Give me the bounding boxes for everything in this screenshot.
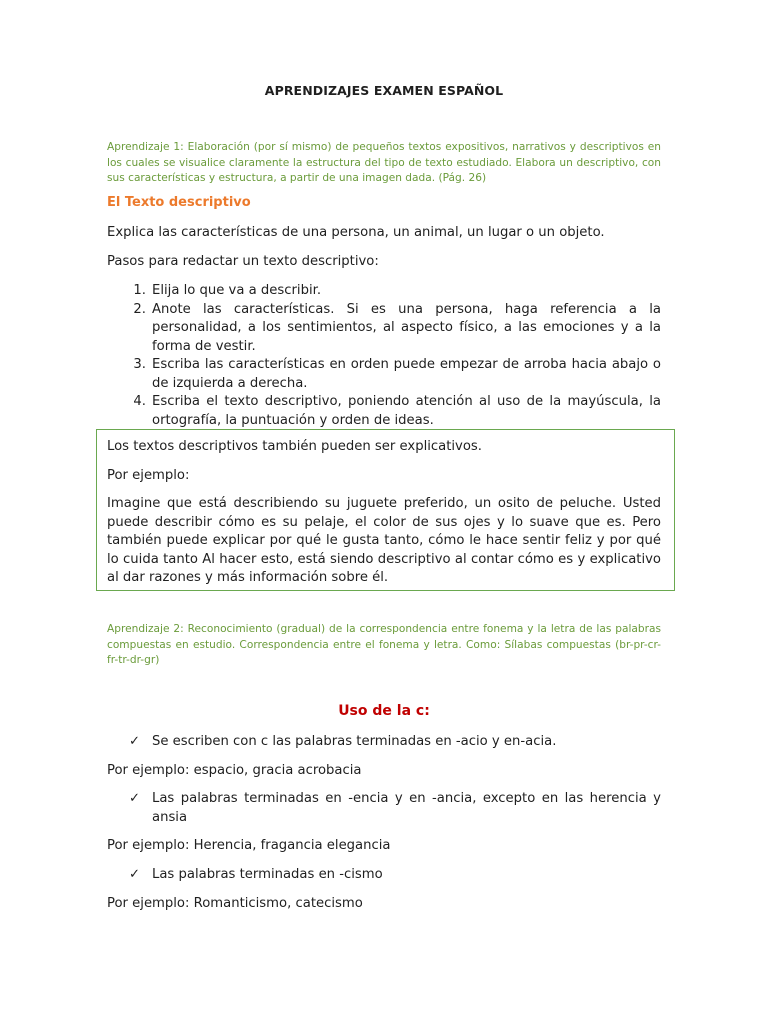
step-text: Escriba el texto descriptivo, poniendo atención al uso de la mayúscula, la ortografía, la puntuación y orden de ideas. [152, 394, 661, 428]
rule-example: Por ejemplo: espacio, gracia acrobacia [107, 763, 362, 778]
step-text: Escriba las características en orden puede empezar de arroba hacia abajo o de izquierda a derecha. [152, 357, 661, 391]
rule-example: Por ejemplo: Herencia, fragancia elegancia [107, 838, 391, 853]
rule-example: Por ejemplo: Romanticismo, catecismo [107, 896, 363, 911]
rule-text: Las palabras terminadas en -encia y en -ancia, excepto en las herencia y ansia [152, 791, 661, 825]
list-item [107, 301, 661, 357]
list-item [129, 790, 661, 827]
list-item [107, 356, 661, 393]
section-heading-use-of-c: Uso de la c: [338, 703, 430, 719]
document-title: APRENDIZAJES EXAMEN ESPAÑOL [264, 83, 504, 98]
step-number: 2. [133, 301, 146, 317]
step-text: Anote las características. Si es una persona, haga referencia a la personalidad, a los sentimientos, al aspecto físico, a las emociones y a la forma de vestir. [152, 301, 661, 354]
box-example-label: Por ejemplo: [107, 468, 190, 483]
rule-text: Las palabras terminadas en -cismo [152, 867, 383, 882]
explanatory-text-box [96, 429, 675, 591]
step-number: 1. [133, 283, 146, 298]
steps-list [107, 282, 661, 430]
step-number: 3. [133, 357, 146, 372]
checkmark-icon: ✓ [129, 734, 141, 749]
section-heading-descriptive-text: El Texto descriptivo [107, 195, 251, 210]
list-item [129, 733, 661, 752]
list-item [107, 282, 661, 301]
step-text: Elija lo que va a describir. [152, 283, 322, 298]
learning-objective-1: Aprendizaje 1: Elaboración (por sí mismo) de pequeños textos expositivos, narrativos y descriptivos en los cuales se visualice claramente la estructura del tipo de texto estudiado. Elabora un descriptivo, con sus características y estructura, a partir de una imagen dada. (Pág. 26) [107, 141, 661, 184]
learning-objective-2: Aprendizaje 2: Reconocimiento (gradual) de la correspondencia entre fonema y la letra de las palabras compuestas en estudio. Correspondencia entre el fonema y letra. Como: Sílabas compuestas (br-pr-cr-fr-tr-dr-gr) [107, 623, 661, 666]
list-item [129, 866, 661, 885]
box-statement: Los textos descriptivos también pueden ser explicativos. [107, 439, 482, 454]
steps-intro: Pasos para redactar un texto descriptivo: [107, 254, 379, 269]
box-example-paragraph: Imagine que está describiendo su juguete preferido, un osito de peluche. Usted puede describir cómo es su pelaje, el color de sus ojes y lo suave que es. Pero también puede explicar por qué le gusta tanto, cómo le hace sentir feliz y por qué lo cuida tanto Al hacer esto, está siendo descriptivo al contar cómo es y explicativo al dar razones y más información sobre él. [107, 496, 661, 585]
rule-text: Se escriben con c las palabras terminadas en -acio y en-acia. [152, 734, 557, 749]
checkmark-icon: ✓ [129, 867, 141, 882]
list-item [107, 393, 661, 430]
checkmark-icon: ✓ [129, 791, 141, 806]
definition-paragraph: Explica las características de una persona, un animal, un lugar o un objeto. [107, 225, 605, 240]
step-number: 4. [133, 394, 146, 409]
